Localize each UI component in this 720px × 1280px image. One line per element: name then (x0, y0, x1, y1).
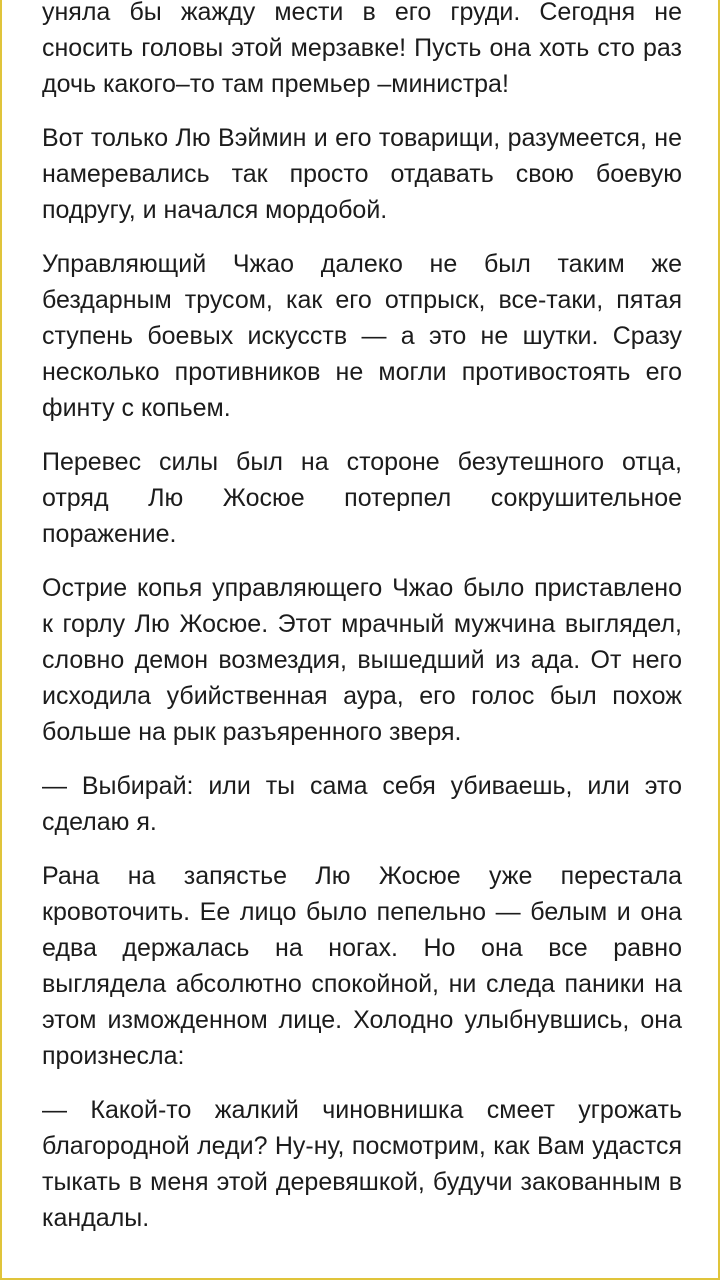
reader-text[interactable] (42, 0, 682, 1254)
paragraph: Управляющий Чжао далеко не был таким же бездарным трусом, как его отпрыск, все-таки, пятая ступень боевых искусств — а это не шутки. Сразу несколько противников не могли противостоять его финту с копьем. (42, 250, 682, 422)
paragraph: уняла бы жажду мести в его груди. Сегодня не сносить головы этой мерзавке! Пусть она хоть сто раз дочь какого–то там премьер –министра! (42, 0, 682, 98)
paragraph: — Какой-то жалкий чиновнишка смеет угрожать благородной леди? Ну-ну, посмотрим, как Вам удастся тыкать в меня этой деревяшкой, будучи закованным в кандалы. (42, 1096, 682, 1232)
paragraph: — Выбирай: или ты сама себя убиваешь, или это сделаю я. (42, 772, 682, 836)
paragraph: Рана на запястье Лю Жосюе уже перестала кровоточить. Ее лицо было пепельно — белым и она едва держалась на ногах. Но она все равно выглядела абсолютно спокойной, ни следа паники на этом изможденном лице. Холодно улыбнувшись, она произнесла: (42, 862, 682, 1070)
paragraph: Вот только Лю Вэймин и его товарищи, разумеется, не намеревались так просто отдавать свою боевую подругу, и начался мордобой. (42, 124, 682, 224)
paragraph: Острие копья управляющего Чжао было приставлено к горлу Лю Жосюе. Этот мрачный мужчина выглядел, словно демон возмездия, вышедший из ада. От него исходила убийственная аура, его голос был похож больше на рык разъяренного зверя. (42, 574, 682, 746)
paragraph: Перевес силы был на стороне безутешного отца, отряд Лю Жосюе потерпел сокрушительное поражение. (42, 448, 682, 548)
